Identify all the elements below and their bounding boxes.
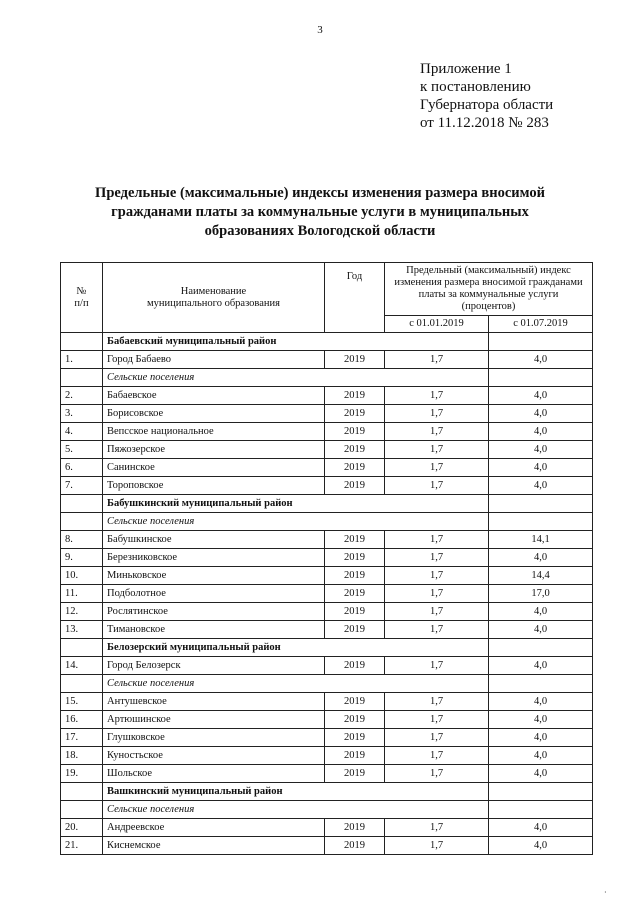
title-line: Предельные (максимальные) индексы изменения размера вносимой	[95, 185, 545, 201]
row-number: 11.	[61, 585, 103, 603]
table-row	[61, 711, 593, 729]
row-year: 2019	[325, 441, 385, 459]
title-line: гражданами платы за коммунальные услуги в муниципальных	[111, 204, 529, 220]
header-index-line: платы за коммунальные услуги	[418, 289, 559, 300]
district-name: Бабаевский муниципальный район	[103, 333, 489, 351]
municipality-name: Борисовское	[103, 405, 325, 423]
row-num-cell	[61, 783, 103, 801]
row-year: 2019	[325, 729, 385, 747]
row-year: 2019	[325, 405, 385, 423]
index-jan: 1,7	[385, 765, 489, 783]
index-jul: 4,0	[489, 351, 593, 369]
index-jan: 1,7	[385, 459, 489, 477]
row-year: 2019	[325, 657, 385, 675]
index-jul: 14,1	[489, 531, 593, 549]
row-num-cell	[61, 513, 103, 531]
row-year: 2019	[325, 423, 385, 441]
municipality-name: Артюшинское	[103, 711, 325, 729]
row-number: 8.	[61, 531, 103, 549]
index-jan: 1,7	[385, 837, 489, 855]
header-date-1: с 01.01.2019	[385, 316, 489, 333]
appendix-line: Губернатора области	[420, 97, 554, 113]
index-jul: 4,0	[489, 747, 593, 765]
index-jan: 1,7	[385, 423, 489, 441]
table-row	[61, 549, 593, 567]
municipality-name: Бабаевское	[103, 387, 325, 405]
row-year: 2019	[325, 765, 385, 783]
row-empty-cell	[489, 333, 593, 351]
row-year: 2019	[325, 621, 385, 639]
district-name: Белозерский муниципальный район	[103, 639, 489, 657]
subsection-row	[61, 801, 593, 819]
municipality-name: Город Белозерск	[103, 657, 325, 675]
municipality-name: Миньковское	[103, 567, 325, 585]
page-number: 3	[317, 24, 323, 36]
header-date-2: с 01.07.2019	[489, 316, 593, 333]
table-row	[61, 423, 593, 441]
index-jan: 1,7	[385, 549, 489, 567]
row-num-cell	[61, 639, 103, 657]
row-number: 10.	[61, 567, 103, 585]
district-name: Вашкинский муниципальный район	[103, 783, 489, 801]
district-name: Бабушкинский муниципальный район	[103, 495, 489, 513]
index-jul: 4,0	[489, 423, 593, 441]
row-number: 20.	[61, 819, 103, 837]
index-jul: 4,0	[489, 549, 593, 567]
header-index-line: (процентов)	[461, 301, 516, 312]
header-name-line: Наименование	[180, 285, 247, 297]
municipality-name: Рослятинское	[103, 603, 325, 621]
municipality-name: Березниковское	[103, 549, 325, 567]
index-jul: 4,0	[489, 657, 593, 675]
document-title	[60, 184, 580, 241]
row-year: 2019	[325, 477, 385, 495]
row-year: 2019	[325, 693, 385, 711]
table-row	[61, 693, 593, 711]
subsection-row	[61, 675, 593, 693]
row-year: 2019	[325, 585, 385, 603]
header-index	[385, 263, 593, 316]
municipality-name: Шольское	[103, 765, 325, 783]
index-jul: 4,0	[489, 441, 593, 459]
index-jul: 4,0	[489, 477, 593, 495]
header-name	[103, 263, 325, 333]
index-jul: 4,0	[489, 621, 593, 639]
table-row	[61, 441, 593, 459]
index-jan: 1,7	[385, 747, 489, 765]
index-jan: 1,7	[385, 819, 489, 837]
municipality-name: Город Бабаево	[103, 351, 325, 369]
row-empty-cell	[489, 639, 593, 657]
table-row	[61, 531, 593, 549]
index-jul: 4,0	[489, 603, 593, 621]
row-empty-cell	[489, 675, 593, 693]
municipality-name: Санинское	[103, 459, 325, 477]
table-row	[61, 657, 593, 675]
table-row	[61, 351, 593, 369]
index-jan: 1,7	[385, 585, 489, 603]
table-row	[61, 567, 593, 585]
index-jul: 4,0	[489, 765, 593, 783]
header-index-line: изменения размера вносимой гражданами	[394, 277, 583, 288]
municipality-name: Тороповское	[103, 477, 325, 495]
header-year: Год	[325, 263, 385, 333]
row-number: 15.	[61, 693, 103, 711]
subsection-label: Сельские поселения	[103, 675, 489, 693]
title-line: образованиях Вологодской области	[204, 223, 436, 239]
municipality-name: Бабушкинское	[103, 531, 325, 549]
row-year: 2019	[325, 819, 385, 837]
table-row	[61, 729, 593, 747]
municipality-name: Подболотное	[103, 585, 325, 603]
row-num-cell	[61, 369, 103, 387]
table-row	[61, 837, 593, 855]
subsection-row	[61, 369, 593, 387]
row-year: 2019	[325, 531, 385, 549]
row-number: 12.	[61, 603, 103, 621]
table-row	[61, 477, 593, 495]
row-number: 7.	[61, 477, 103, 495]
row-year: 2019	[325, 387, 385, 405]
row-number: 1.	[61, 351, 103, 369]
header-index-line: Предельный (максимальный) индекс	[406, 265, 571, 276]
header-num	[61, 263, 103, 333]
district-row	[61, 495, 593, 513]
municipality-name: Тимановское	[103, 621, 325, 639]
row-number: 17.	[61, 729, 103, 747]
index-jan: 1,7	[385, 657, 489, 675]
municipality-name: Киснемское	[103, 837, 325, 855]
table-row	[61, 387, 593, 405]
district-row	[61, 333, 593, 351]
table-row	[61, 405, 593, 423]
row-number: 9.	[61, 549, 103, 567]
municipality-name: Андреевское	[103, 819, 325, 837]
index-jan: 1,7	[385, 441, 489, 459]
row-empty-cell	[489, 369, 593, 387]
row-number: 4.	[61, 423, 103, 441]
row-empty-cell	[489, 783, 593, 801]
appendix-line: от 11.12.2018 № 283	[420, 115, 549, 131]
index-jan: 1,7	[385, 729, 489, 747]
row-number: 2.	[61, 387, 103, 405]
subsection-label: Сельские поселения	[103, 369, 489, 387]
table-row	[61, 765, 593, 783]
row-year: 2019	[325, 567, 385, 585]
row-year: 2019	[325, 459, 385, 477]
municipality-name: Вепсское национальное	[103, 423, 325, 441]
index-jul: 4,0	[489, 387, 593, 405]
index-jul: 14,4	[489, 567, 593, 585]
index-table	[60, 262, 593, 855]
row-num-cell	[61, 495, 103, 513]
table-row	[61, 603, 593, 621]
row-year: 2019	[325, 351, 385, 369]
row-number: 16.	[61, 711, 103, 729]
row-number: 13.	[61, 621, 103, 639]
subsection-label: Сельские поселения	[103, 801, 489, 819]
index-jul: 4,0	[489, 837, 593, 855]
row-number: 6.	[61, 459, 103, 477]
index-jul: 4,0	[489, 405, 593, 423]
index-jan: 1,7	[385, 405, 489, 423]
row-num-cell	[61, 801, 103, 819]
row-empty-cell	[489, 801, 593, 819]
row-year: 2019	[325, 837, 385, 855]
district-row	[61, 639, 593, 657]
index-jul: 4,0	[489, 711, 593, 729]
table-row	[61, 459, 593, 477]
header-num-line: №	[76, 285, 87, 297]
index-jan: 1,7	[385, 351, 489, 369]
appendix-line: к постановлению	[420, 79, 531, 95]
index-jan: 1,7	[385, 531, 489, 549]
row-number: 21.	[61, 837, 103, 855]
table-row	[61, 747, 593, 765]
table-body	[61, 333, 593, 855]
municipality-name: Пяжозерское	[103, 441, 325, 459]
row-num-cell	[61, 675, 103, 693]
municipality-name: Антушевское	[103, 693, 325, 711]
index-jan: 1,7	[385, 387, 489, 405]
table-row	[61, 819, 593, 837]
index-jul: 4,0	[489, 459, 593, 477]
district-row	[61, 783, 593, 801]
index-jan: 1,7	[385, 621, 489, 639]
municipality-name: Глушковское	[103, 729, 325, 747]
municipality-name: Куностьское	[103, 747, 325, 765]
row-number: 14.	[61, 657, 103, 675]
row-empty-cell	[489, 513, 593, 531]
index-jul: 4,0	[489, 729, 593, 747]
table-row	[61, 621, 593, 639]
index-jul: 17,0	[489, 585, 593, 603]
row-empty-cell	[489, 495, 593, 513]
header-num-line: п/п	[74, 297, 89, 309]
row-year: 2019	[325, 549, 385, 567]
corner-mark: ·	[604, 888, 607, 897]
index-jan: 1,7	[385, 603, 489, 621]
index-jan: 1,7	[385, 693, 489, 711]
index-jan: 1,7	[385, 711, 489, 729]
row-year: 2019	[325, 603, 385, 621]
index-jan: 1,7	[385, 567, 489, 585]
index-jan: 1,7	[385, 477, 489, 495]
row-number: 5.	[61, 441, 103, 459]
subsection-label: Сельские поселения	[103, 513, 489, 531]
row-year: 2019	[325, 747, 385, 765]
appendix-block	[420, 60, 553, 132]
appendix-line: Приложение 1	[420, 61, 512, 77]
row-year: 2019	[325, 711, 385, 729]
table-row	[61, 585, 593, 603]
row-number: 18.	[61, 747, 103, 765]
row-num-cell	[61, 333, 103, 351]
index-jul: 4,0	[489, 819, 593, 837]
index-jul: 4,0	[489, 693, 593, 711]
subsection-row	[61, 513, 593, 531]
row-number: 19.	[61, 765, 103, 783]
header-name-line: муниципального образования	[147, 297, 280, 309]
row-number: 3.	[61, 405, 103, 423]
